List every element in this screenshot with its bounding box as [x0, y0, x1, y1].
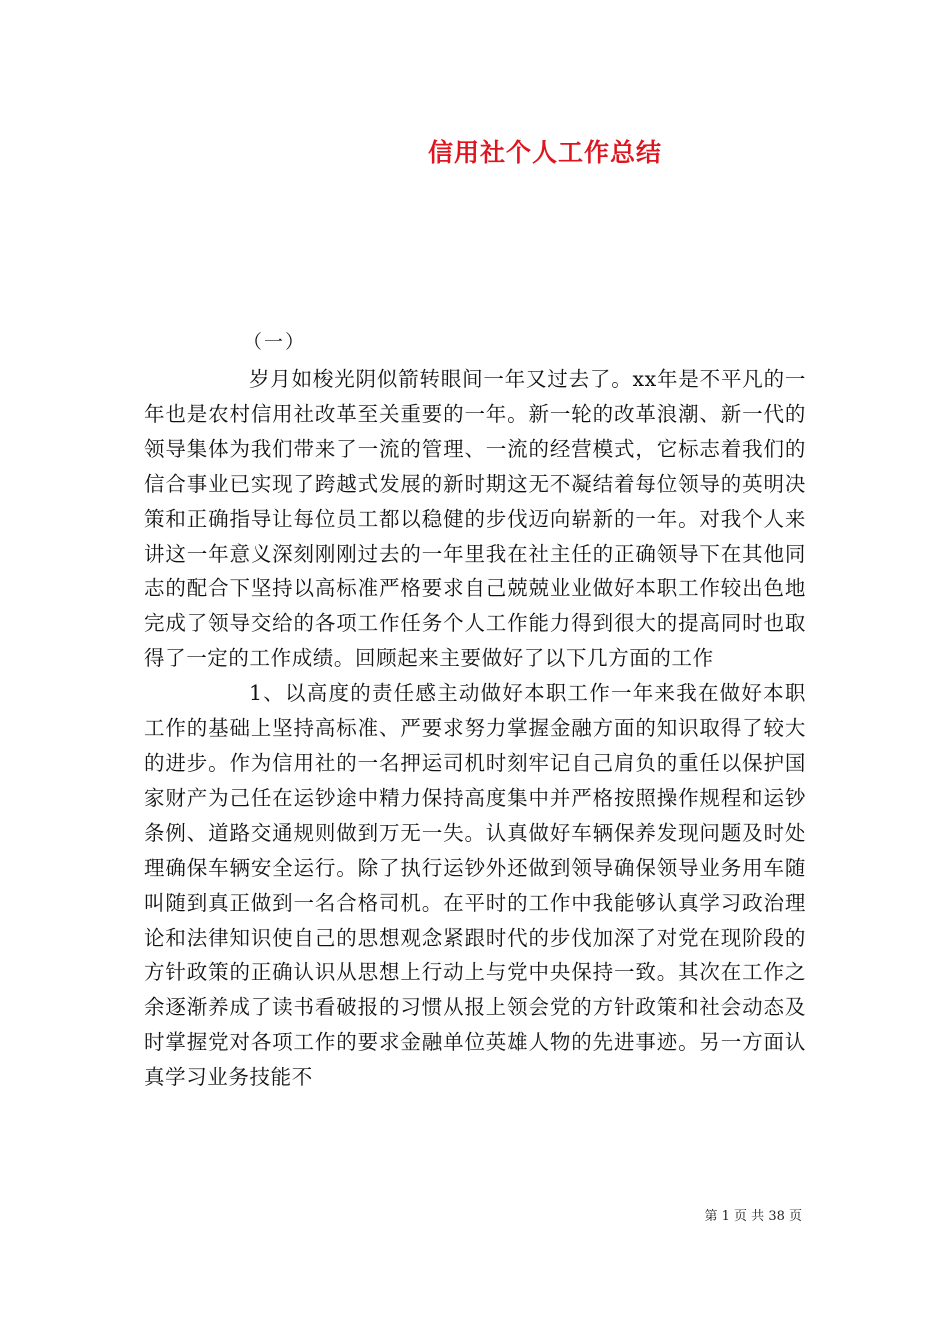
paragraph: 1、以高度的责任感主动做好本职工作一年来我在做好本职工作的基础上坚持高标准、严要求努力掌握金融方面的知识取得了较大的进步。作为信用社的一名押运司机时刻牢记自己肩负的重任以保护国家财产为己任在运钞途中精力保持高度集中并严格按照操作规程和运钞条例、道路交通规则做到万无一失。认真做好车辆保养发现问题及时处理确保车辆安全运行。除了执行运钞外还做到领导确保领导业务用车随叫随到真正做到一名合格司机。在平时的工作中我能够认真学习政治理论和法律知识使自己的思想观念紧跟时代的步伐加深了对党在现阶段的方针政策的正确认识从思想上行动上与党中央保持一致。其次在工作之余逐渐养成了读书看破报的习惯从报上领会党的方针政策和社会动态及时掌握党对各项工作的要求金融单位英雄人物的先进事迹。另一方面认真学习业务技能不 — [144, 681, 806, 1090]
document-title: 信用社个人工作总结 — [427, 138, 662, 167]
section-number: （一） — [243, 331, 307, 353]
page-number-footer: 第 1 页 共 38 页 — [704, 1209, 802, 1224]
paragraph: 岁月如梭光阴似箭转眼间一年又过去了。xx年是不平凡的一年也是农村信用社改革至关重要的一年。新一轮的改革浪潮、新一代的领导集体为我们带来了一流的管理、一流的经营模式，它标志着我们的信合事业已实现了跨越式发展的新时期这无不凝结着每位领导的英明决策和正确指导让每位员工都以稳健的步伐迈向崭新的一年。对我个人来讲这一年意义深刻刚刚过去的一年里我在社主任的正确领导下在其他同志的配合下坚持以高标准严格要求自己兢兢业业做好本职工作较出色地完成了领导交给的各项工作任务个人工作能力得到很大的提高同时也取得了一定的工作成绩。回顾起来主要做好了以下几方面的工作 — [144, 367, 806, 671]
document-body — [144, 362, 806, 1095]
